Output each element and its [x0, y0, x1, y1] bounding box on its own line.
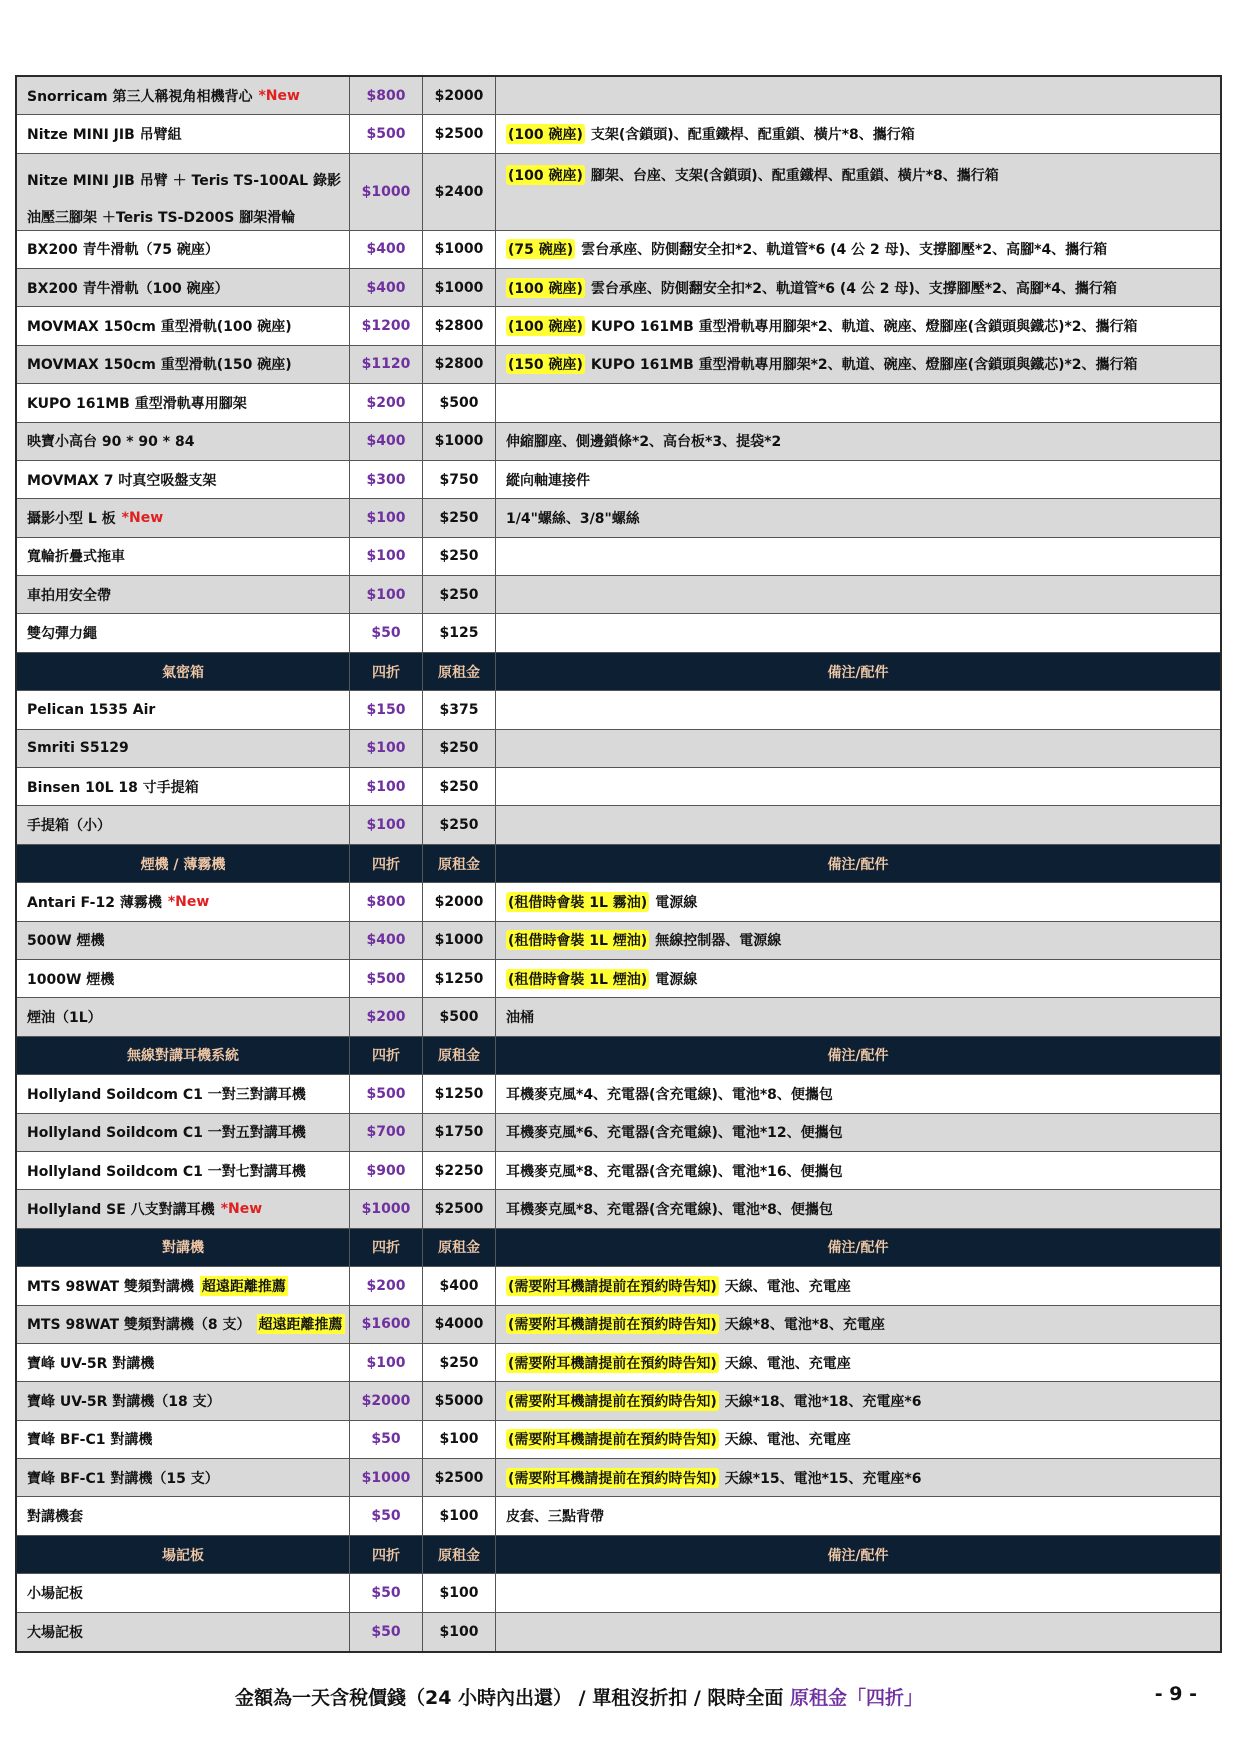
- notes-highlight: (租借時會裝 1L 煙油): [506, 969, 649, 989]
- notes-cell: [496, 883, 1220, 920]
- notes-text: 天線、電池、充電座: [724, 1355, 851, 1372]
- notes-column-header: 備注/配件: [827, 1048, 889, 1065]
- item-name-cell: [17, 384, 350, 421]
- discount-price: $50: [350, 614, 423, 651]
- item-name: 雙勾彈力繩: [27, 626, 97, 643]
- discount-price: $1000: [350, 1190, 423, 1227]
- item-name: 小場記板: [27, 1585, 83, 1602]
- notes-text: 天線、電池、充電座: [724, 1432, 851, 1449]
- item-name-cell: [17, 1421, 350, 1458]
- table-row: [17, 461, 1220, 499]
- notes-cell: [496, 1114, 1220, 1151]
- table-row: [17, 1344, 1220, 1382]
- discount-price: $100: [350, 499, 423, 536]
- table-row: [17, 1152, 1220, 1190]
- original-price: $250: [423, 538, 496, 575]
- original-price: $1000: [423, 231, 496, 268]
- section-header-row: [17, 653, 1220, 691]
- item-name: 寶峰 UV-5R 對講機: [27, 1355, 155, 1372]
- discount-price: $50: [350, 1613, 423, 1651]
- item-name: Hollyland Soildcom C1 一對五對講耳機: [27, 1125, 306, 1142]
- discount-price: $100: [350, 806, 423, 843]
- original-price: $1000: [423, 922, 496, 959]
- discount-price: $50: [350, 1497, 423, 1534]
- item-name-cell: [17, 576, 350, 613]
- discount-price: $400: [350, 231, 423, 268]
- item-name: Smriti S5129: [27, 740, 129, 757]
- original-price: $500: [423, 384, 496, 421]
- discount-column-header: 四折: [350, 1536, 423, 1573]
- original-price-column-header: 原租金: [423, 1037, 496, 1074]
- item-name: 映寶小高台 90 * 90 * 84: [27, 434, 195, 451]
- original-price-column-header: 原租金: [423, 1229, 496, 1266]
- notes-cell: [496, 960, 1220, 997]
- notes-cell: [496, 998, 1220, 1035]
- original-price: $1000: [423, 423, 496, 460]
- notes-cell: [496, 614, 1220, 651]
- item-name: 手提箱（小）: [27, 818, 111, 835]
- item-name-cell: [17, 461, 350, 498]
- discount-price: $200: [350, 384, 423, 421]
- footer-discount-highlight: 原租金「四折」: [790, 1687, 924, 1709]
- item-name: 攝影小型 L 板: [27, 511, 116, 527]
- discount-price: $300: [350, 461, 423, 498]
- notes-cell: [496, 1574, 1220, 1611]
- table-row: [17, 115, 1220, 153]
- notes-highlight: (100 碗座): [506, 316, 585, 336]
- discount-column-header: 四折: [350, 653, 423, 690]
- original-price: $2500: [423, 115, 496, 152]
- notes-text: 無線控制器、電源線: [655, 933, 782, 950]
- original-price: $400: [423, 1267, 496, 1304]
- discount-price: $900: [350, 1152, 423, 1189]
- discount-price: $400: [350, 423, 423, 460]
- item-name-cell: [17, 730, 350, 767]
- notes-highlight: (100 碗座): [506, 124, 585, 144]
- footer-note: [235, 1683, 923, 1710]
- notes-cell: [496, 1459, 1220, 1496]
- new-badge: *New: [220, 1201, 263, 1218]
- discount-price: $100: [350, 768, 423, 805]
- notes-text: 縱向軸連接件: [506, 472, 590, 489]
- item-name: 1000W 煙機: [27, 971, 115, 988]
- recommend-highlight: 超遠距離推薦: [200, 1276, 288, 1296]
- item-name: Nitze MINI JIB 吊臂 ＋ Teris TS-100AL 錄影油壓三腳架 ＋Teris TS-D200S 腳架滑輪: [27, 172, 341, 226]
- table-row: [17, 1459, 1220, 1497]
- original-price: $5000: [423, 1382, 496, 1419]
- notes-cell: [496, 1382, 1220, 1419]
- notes-cell: [496, 1497, 1220, 1534]
- notes-cell: [496, 768, 1220, 805]
- item-name-cell: [17, 1459, 350, 1496]
- notes-highlight: (100 碗座): [506, 165, 585, 185]
- notes-cell: [496, 1421, 1220, 1458]
- notes-cell: [496, 231, 1220, 268]
- section-header-row: [17, 1536, 1220, 1574]
- table-row: [17, 77, 1220, 115]
- item-name: MTS 98WAT 雙頻對講機（8 支）: [27, 1317, 251, 1334]
- original-price: $375: [423, 691, 496, 728]
- item-name-cell: [17, 614, 350, 651]
- item-name: KUPO 161MB 重型滑軌專用腳架: [27, 395, 247, 412]
- section-header-row: [17, 1037, 1220, 1075]
- original-price: $250: [423, 730, 496, 767]
- item-name-cell: [17, 346, 350, 383]
- notes-cell: [496, 1267, 1220, 1304]
- item-name: 大場記板: [27, 1624, 83, 1641]
- notes-highlight: (需要附耳機請提前在預約時告知): [506, 1276, 719, 1296]
- discount-price: $200: [350, 1267, 423, 1304]
- discount-price: $100: [350, 1344, 423, 1381]
- item-name: 寬輪折疊式拖車: [27, 549, 125, 566]
- discount-price: $100: [350, 730, 423, 767]
- discount-price: $800: [350, 77, 423, 114]
- notes-text: 耳機麥克風*6、充電器(含充電線)、電池*12、便攜包: [506, 1125, 843, 1142]
- table-row: [17, 154, 1220, 231]
- item-name: BX200 青牛滑軌（100 碗座）: [27, 280, 229, 297]
- item-name-cell: [17, 806, 350, 843]
- item-name: Binsen 10L 18 寸手提箱: [27, 779, 199, 796]
- page-number: - 9 -: [1154, 1683, 1197, 1705]
- item-name-cell: [17, 154, 350, 230]
- notes-cell: [496, 922, 1220, 959]
- table-row: [17, 960, 1220, 998]
- original-price: $250: [423, 499, 496, 536]
- original-price: $250: [423, 576, 496, 613]
- notes-column-header: 備注/配件: [827, 1240, 889, 1257]
- table-row: [17, 1190, 1220, 1228]
- table-row: [17, 1382, 1220, 1420]
- original-price: $100: [423, 1613, 496, 1651]
- discount-price: $1000: [350, 154, 423, 230]
- item-name-cell: [17, 269, 350, 306]
- rental-price-table: [15, 75, 1222, 1653]
- discount-price: $500: [350, 960, 423, 997]
- table-row: [17, 1114, 1220, 1152]
- discount-price: $1200: [350, 307, 423, 344]
- notes-cell: [496, 1613, 1220, 1651]
- notes-cell: [496, 538, 1220, 575]
- footer-pricing-terms: 金額為一天含稅價錢（24 小時內出還） / 單租沒折扣 / 限時全面: [235, 1687, 791, 1709]
- notes-text: 支架(含鎖頭)、配重鐵桿、配重鎖、橫片*8、攜行箱: [590, 127, 915, 144]
- item-name-cell: [17, 1075, 350, 1112]
- table-row: [17, 998, 1220, 1036]
- item-name-cell: [17, 1574, 350, 1611]
- table-row: [17, 384, 1220, 422]
- notes-highlight: (需要附耳機請提前在預約時告知): [506, 1429, 719, 1449]
- item-name-cell: [17, 1382, 350, 1419]
- item-name: 寶峰 BF-C1 對講機: [27, 1432, 153, 1449]
- notes-text: 腳架、台座、支架(含鎖頭)、配重鐵桿、配重鎖、橫片*8、攜行箱: [590, 167, 999, 184]
- notes-cell: [496, 115, 1220, 152]
- section-title: 對講機: [17, 1229, 350, 1266]
- notes-text: 1/4"螺絲、3/8"螺絲: [506, 511, 640, 527]
- table-row: [17, 499, 1220, 537]
- original-price: $125: [423, 614, 496, 651]
- notes-text: 耳機麥克風*8、充電器(含充電線)、電池*8、便攜包: [506, 1202, 833, 1219]
- table-row: [17, 307, 1220, 345]
- original-price: $2500: [423, 1190, 496, 1227]
- notes-cell: [496, 307, 1220, 344]
- original-price-column-header: 原租金: [423, 845, 496, 882]
- item-name: MOVMAX 7 吋真空吸盤支架: [27, 472, 217, 489]
- original-price: $1750: [423, 1114, 496, 1151]
- discount-price: $100: [350, 576, 423, 613]
- notes-text: 耳機麥克風*4、充電器(含充電線)、電池*8、便攜包: [506, 1086, 833, 1103]
- notes-cell: [496, 384, 1220, 421]
- item-name-cell: [17, 1613, 350, 1651]
- item-name-cell: [17, 922, 350, 959]
- discount-price: $700: [350, 1114, 423, 1151]
- item-name: BX200 青牛滑軌（75 碗座）: [27, 242, 219, 259]
- table-row: [17, 1421, 1220, 1459]
- notes-highlight: (租借時會裝 1L 煙油): [506, 930, 649, 950]
- item-name: Pelican 1535 Air: [27, 701, 156, 718]
- item-name: 對講機套: [27, 1509, 83, 1526]
- discount-price: $400: [350, 922, 423, 959]
- item-name-cell: [17, 768, 350, 805]
- notes-column-header: 備注/配件: [827, 1547, 889, 1564]
- notes-highlight: (需要附耳機請提前在預約時告知): [506, 1314, 719, 1334]
- notes-cell: [496, 461, 1220, 498]
- table-row: [17, 269, 1220, 307]
- discount-price: $1120: [350, 346, 423, 383]
- notes-column-header: 備注/配件: [827, 664, 889, 681]
- item-name: MTS 98WAT 雙頻對講機: [27, 1278, 194, 1295]
- original-price: $100: [423, 1497, 496, 1534]
- item-name: MOVMAX 150cm 重型滑軌(150 碗座): [27, 357, 292, 374]
- original-price: $100: [423, 1574, 496, 1611]
- discount-price: $800: [350, 883, 423, 920]
- item-name: Snorricam 第三人稱視角相機背心: [27, 88, 253, 105]
- notes-highlight: (租借時會裝 1L 霧油): [506, 892, 649, 912]
- table-row: [17, 1306, 1220, 1344]
- notes-text: KUPO 161MB 重型滑軌專用腳架*2、軌道、碗座、燈腳座(含鎖頭與鐵芯)*2、攜行箱: [590, 357, 1138, 374]
- notes-text: 雲台承座、防側翻安全扣*2、軌道管*6 (4 公 2 母)、支撐腳壓*2、高腳*4、攜行箱: [590, 280, 1117, 297]
- original-price: $1250: [423, 1075, 496, 1112]
- original-price: $1250: [423, 960, 496, 997]
- original-price-column-header: 原租金: [423, 1536, 496, 1573]
- discount-price: $400: [350, 269, 423, 306]
- page-footer: [0, 1683, 1240, 1713]
- notes-text: 皮套、三點背帶: [506, 1509, 604, 1526]
- notes-cell: [496, 499, 1220, 536]
- table-row: [17, 730, 1220, 768]
- original-price: $500: [423, 998, 496, 1035]
- notes-highlight: (150 碗座): [506, 354, 585, 374]
- section-title: 無線對講耳機系統: [17, 1037, 350, 1074]
- item-name-cell: [17, 1306, 350, 1343]
- original-price: $1000: [423, 269, 496, 306]
- item-name: Hollyland Soildcom C1 一對七對講耳機: [27, 1163, 306, 1180]
- notes-cell: [496, 1190, 1220, 1227]
- discount-column-header: 四折: [350, 1037, 423, 1074]
- section-header-row: [17, 845, 1220, 883]
- notes-text: KUPO 161MB 重型滑軌專用腳架*2、軌道、碗座、燈腳座(含鎖頭與鐵芯)*2、攜行箱: [590, 319, 1138, 336]
- table-row: [17, 1075, 1220, 1113]
- notes-text: 電源線: [655, 894, 698, 911]
- discount-price: $100: [350, 538, 423, 575]
- item-name-cell: [17, 1190, 350, 1227]
- discount-column-header: 四折: [350, 1229, 423, 1266]
- table-row: [17, 1613, 1220, 1651]
- notes-text: 天線*18、電池*18、充電座*6: [724, 1393, 922, 1410]
- notes-cell: [496, 1152, 1220, 1189]
- original-price: $750: [423, 461, 496, 498]
- discount-column-header: 四折: [350, 845, 423, 882]
- item-name: Hollyland SE 八支對講耳機: [27, 1202, 215, 1219]
- notes-cell: [496, 1344, 1220, 1381]
- table-row: [17, 691, 1220, 729]
- table-row: [17, 423, 1220, 461]
- original-price: $2250: [423, 1152, 496, 1189]
- table-row: [17, 614, 1220, 652]
- notes-text: 天線*15、電池*15、充電座*6: [724, 1470, 922, 1487]
- notes-text: 耳機麥克風*8、充電器(含充電線)、電池*16、便攜包: [506, 1163, 843, 1180]
- notes-cell: [496, 154, 1220, 230]
- notes-cell: [496, 423, 1220, 460]
- table-row: [17, 1267, 1220, 1305]
- item-name: 500W 煙機: [27, 933, 105, 950]
- table-row: [17, 922, 1220, 960]
- notes-text: 電源線: [655, 971, 698, 988]
- notes-highlight: (需要附耳機請提前在預約時告知): [506, 1353, 719, 1373]
- item-name-cell: [17, 499, 350, 536]
- item-name: MOVMAX 150cm 重型滑軌(100 碗座): [27, 319, 292, 336]
- discount-price: $1600: [350, 1306, 423, 1343]
- item-name-cell: [17, 883, 350, 920]
- notes-cell: [496, 77, 1220, 114]
- item-name-cell: [17, 1114, 350, 1151]
- notes-text: 油桶: [506, 1010, 534, 1027]
- item-name-cell: [17, 1152, 350, 1189]
- notes-cell: [496, 691, 1220, 728]
- item-name-cell: [17, 538, 350, 575]
- notes-text: 雲台承座、防側翻安全扣*2、軌道管*6 (4 公 2 母)、支撐腳壓*2、高腳*4、攜行箱: [581, 242, 1108, 259]
- item-name: Antari F-12 薄霧機: [27, 894, 162, 911]
- original-price: $100: [423, 1421, 496, 1458]
- notes-text: 天線、電池、充電座: [724, 1278, 851, 1295]
- notes-highlight: (100 碗座): [506, 278, 585, 298]
- original-price: $2500: [423, 1459, 496, 1496]
- notes-column-header: 備注/配件: [827, 856, 889, 873]
- discount-price: $50: [350, 1574, 423, 1611]
- item-name: Hollyland Soildcom C1 一對三對講耳機: [27, 1086, 306, 1103]
- item-name-cell: [17, 423, 350, 460]
- original-price: $4000: [423, 1306, 496, 1343]
- new-badge: *New: [167, 893, 210, 910]
- item-name-cell: [17, 307, 350, 344]
- new-badge: *New: [258, 87, 300, 104]
- item-name-cell: [17, 77, 350, 114]
- original-price: $250: [423, 806, 496, 843]
- table-row: [17, 1497, 1220, 1535]
- table-row: [17, 1574, 1220, 1612]
- discount-price: $200: [350, 998, 423, 1035]
- notes-cell: [496, 346, 1220, 383]
- table-row: [17, 806, 1220, 844]
- table-row: [17, 346, 1220, 384]
- section-title: 場記板: [17, 1536, 350, 1573]
- item-name: Nitze MINI JIB 吊臂組: [27, 127, 182, 144]
- new-badge: *New: [121, 510, 164, 526]
- original-price: $2800: [423, 346, 496, 383]
- table-row: [17, 576, 1220, 614]
- section-header-row: [17, 1229, 1220, 1267]
- item-name-cell: [17, 1344, 350, 1381]
- original-price: $2000: [423, 77, 496, 114]
- discount-price: $50: [350, 1421, 423, 1458]
- item-name-cell: [17, 231, 350, 268]
- item-name-cell: [17, 691, 350, 728]
- discount-price: $2000: [350, 1382, 423, 1419]
- item-name-cell: [17, 115, 350, 152]
- item-name: 寶峰 BF-C1 對講機（15 支）: [27, 1470, 219, 1487]
- table-row: [17, 231, 1220, 269]
- item-name-cell: [17, 1267, 350, 1304]
- notes-cell: [496, 269, 1220, 306]
- notes-cell: [496, 1306, 1220, 1343]
- notes-text: 伸縮腳座、側邊鎖條*2、高台板*3、提袋*2: [506, 434, 782, 451]
- discount-price: $150: [350, 691, 423, 728]
- discount-price: $500: [350, 1075, 423, 1112]
- original-price: $2800: [423, 307, 496, 344]
- original-price: $2400: [423, 154, 496, 230]
- table-row: [17, 883, 1220, 921]
- section-title: 煙機 / 薄霧機: [17, 845, 350, 882]
- notes-cell: [496, 730, 1220, 767]
- original-price: $250: [423, 1344, 496, 1381]
- original-price: $250: [423, 768, 496, 805]
- notes-highlight: (需要附耳機請提前在預約時告知): [506, 1468, 719, 1488]
- item-name: 煙油（1L）: [27, 1010, 102, 1027]
- notes-cell: [496, 576, 1220, 613]
- item-name: 寶峰 UV-5R 對講機（18 支）: [27, 1393, 221, 1410]
- discount-price: $1000: [350, 1459, 423, 1496]
- item-name-cell: [17, 960, 350, 997]
- item-name-cell: [17, 998, 350, 1035]
- original-price-column-header: 原租金: [423, 653, 496, 690]
- section-title: 氣密箱: [17, 653, 350, 690]
- notes-text: 天線*8、電池*8、充電座: [724, 1317, 885, 1334]
- notes-highlight: (75 碗座): [506, 239, 575, 259]
- notes-highlight: (需要附耳機請提前在預約時告知): [506, 1391, 719, 1411]
- recommend-highlight: 超遠距離推薦: [257, 1314, 345, 1334]
- notes-cell: [496, 806, 1220, 843]
- original-price: $2000: [423, 883, 496, 920]
- discount-price: $500: [350, 115, 423, 152]
- table-row: [17, 768, 1220, 806]
- item-name: 車拍用安全帶: [27, 587, 111, 604]
- table-row: [17, 538, 1220, 576]
- item-name-cell: [17, 1497, 350, 1534]
- notes-cell: [496, 1075, 1220, 1112]
